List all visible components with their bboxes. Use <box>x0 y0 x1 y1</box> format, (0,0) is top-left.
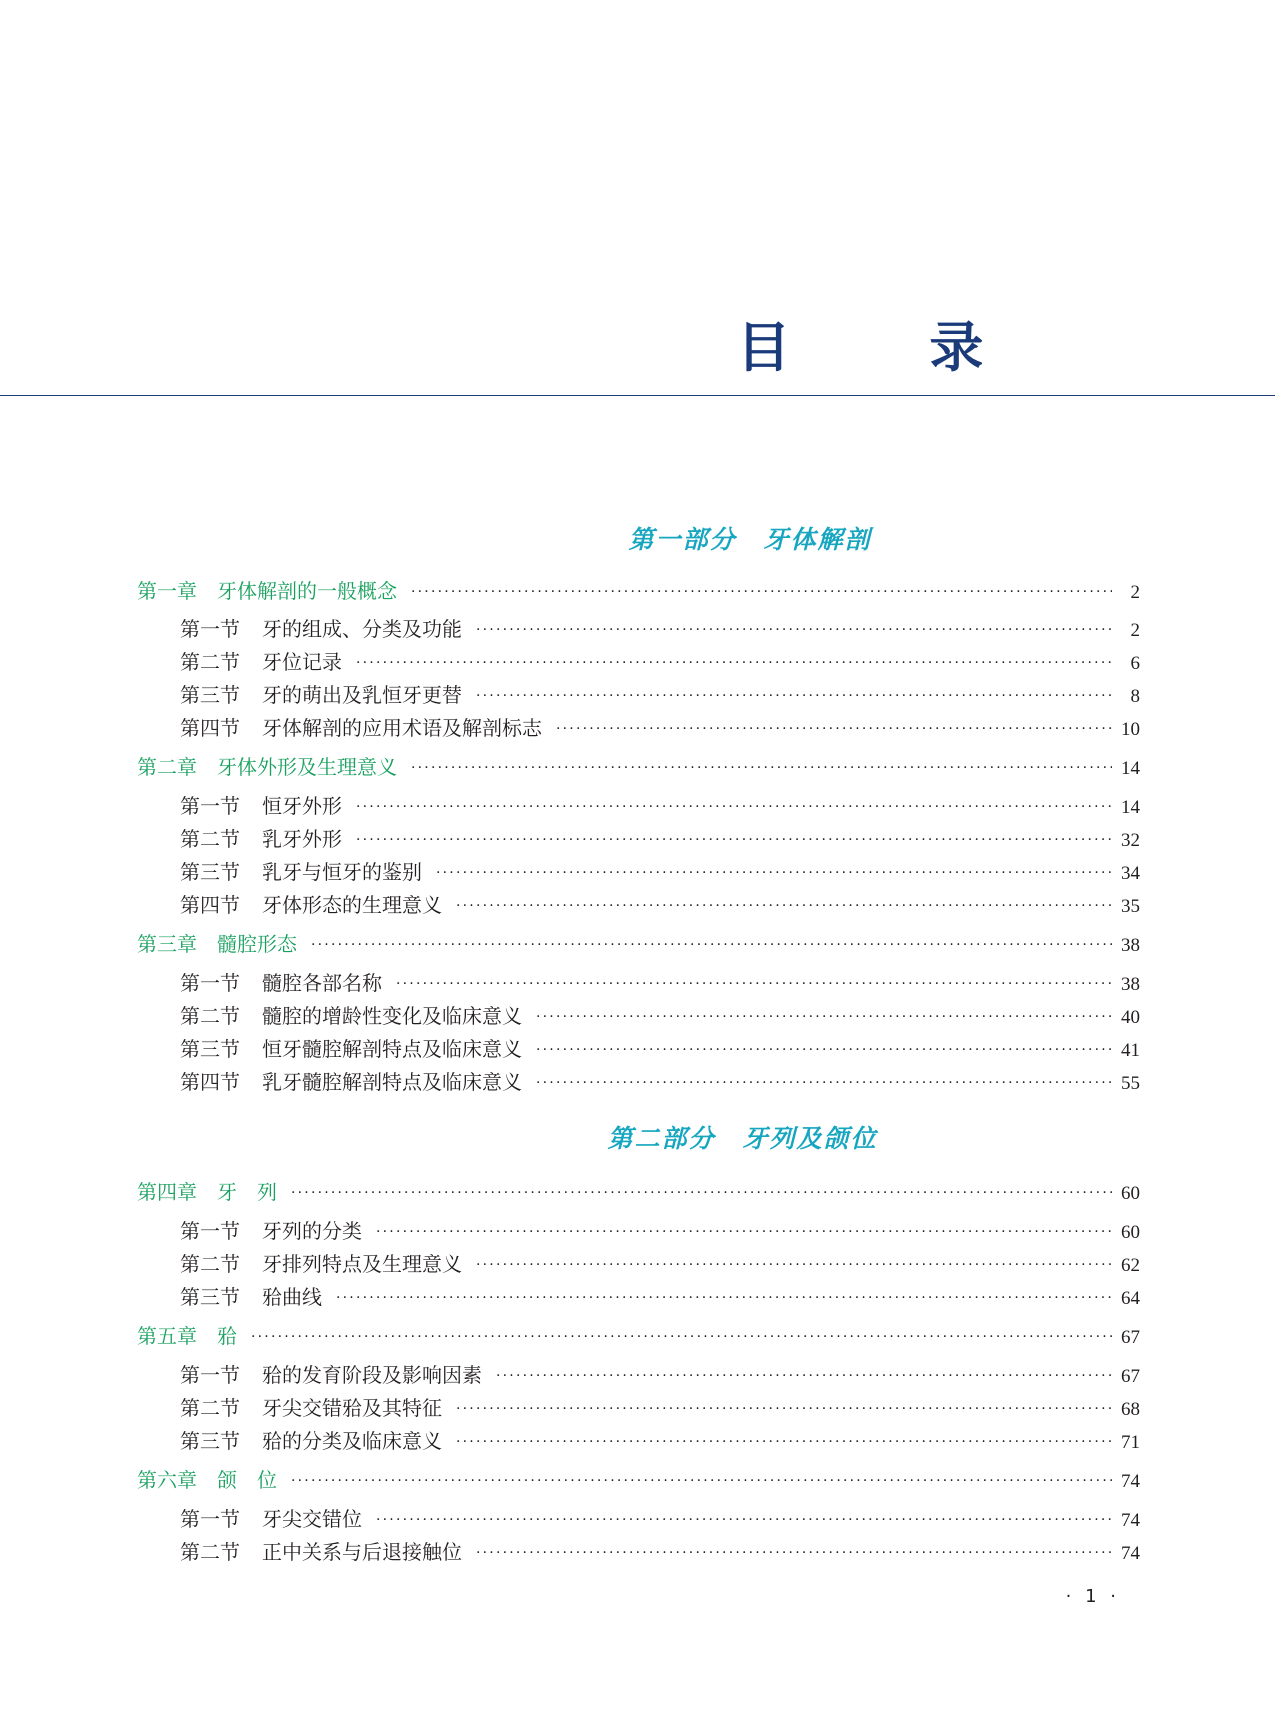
chapter-number: 第五章 <box>137 1324 197 1348</box>
chapter-number: 第三章 <box>137 932 197 956</box>
leader-dots <box>556 721 1112 737</box>
section-number: 第二节 <box>180 1252 240 1276</box>
page-number: 38 <box>1121 935 1140 956</box>
page-title: 目 录 <box>736 316 1044 379</box>
page-title-wrap <box>0 318 1275 378</box>
section-title: 牙尖交错位 <box>262 1507 362 1531</box>
section-number: 第二节 <box>180 1540 240 1564</box>
section-title: 乳牙与恒牙的鉴别 <box>262 860 422 884</box>
section-number: 第三节 <box>180 1429 240 1453</box>
section-title: 牙体解剖的应用术语及解剖标志 <box>262 716 542 740</box>
section-number: 第一节 <box>180 617 240 641</box>
toc-section[interactable] <box>180 1281 1140 1311</box>
leader-dots <box>536 1042 1112 1058</box>
toc-section[interactable] <box>180 1248 1140 1278</box>
page-number: 38 <box>1121 974 1140 995</box>
page-folio: · 1 · <box>1065 1586 1120 1607</box>
toc-chapter[interactable] <box>137 575 1140 605</box>
chapter-title: 颌 位 <box>217 1468 277 1492</box>
toc-section[interactable] <box>180 712 1140 742</box>
chapter-title: 牙体外形及生理意义 <box>217 755 397 779</box>
leader-dots <box>376 1512 1112 1528</box>
page-number: 60 <box>1121 1222 1140 1243</box>
section-number: 第二节 <box>180 1396 240 1420</box>
toc-section[interactable] <box>180 1066 1140 1096</box>
section-title: 牙体形态的生理意义 <box>262 893 442 917</box>
leader-dots <box>476 688 1112 704</box>
toc-section[interactable] <box>180 889 1140 919</box>
leader-dots <box>291 1185 1112 1201</box>
leader-dots <box>411 584 1112 600</box>
section-title: 牙的组成、分类及功能 <box>262 617 462 641</box>
toc-section[interactable] <box>180 1503 1140 1533</box>
section-title: 𬌗的发育阶段及影响因素 <box>262 1363 482 1387</box>
leader-dots <box>536 1009 1112 1025</box>
page-number: 34 <box>1121 863 1140 884</box>
page-number: 64 <box>1121 1288 1140 1309</box>
section-title: 牙的萌出及乳恒牙更替 <box>262 683 462 707</box>
toc-section[interactable] <box>180 1000 1140 1030</box>
toc-section[interactable] <box>180 1392 1140 1422</box>
page-number: 74 <box>1121 1510 1140 1531</box>
page-number: 67 <box>1121 1366 1140 1387</box>
leader-dots <box>356 655 1112 671</box>
page-number: 67 <box>1121 1327 1140 1348</box>
section-number: 第一节 <box>180 1219 240 1243</box>
leader-dots <box>496 1368 1112 1384</box>
page-number: 2 <box>1130 620 1140 641</box>
chapter-title: 髓腔形态 <box>217 932 297 956</box>
section-number: 第三节 <box>180 860 240 884</box>
toc-chapter[interactable] <box>137 1320 1140 1350</box>
section-number: 第四节 <box>180 716 240 740</box>
section-number: 第一节 <box>180 1363 240 1387</box>
leader-dots <box>356 832 1112 848</box>
leader-dots <box>396 976 1112 992</box>
section-title: 乳牙外形 <box>262 827 342 851</box>
toc-section[interactable] <box>180 679 1140 709</box>
toc-section[interactable] <box>180 646 1140 676</box>
leader-dots <box>336 1290 1112 1306</box>
section-title: 牙列的分类 <box>262 1219 362 1243</box>
toc-chapter[interactable] <box>137 751 1140 781</box>
section-number: 第二节 <box>180 827 240 851</box>
page-number: 2 <box>1130 582 1140 603</box>
toc-section[interactable] <box>180 823 1140 853</box>
leader-dots <box>356 799 1112 815</box>
page-number: 6 <box>1130 653 1140 674</box>
page-number: 41 <box>1121 1040 1140 1061</box>
page-number: 74 <box>1121 1471 1140 1492</box>
leader-dots <box>411 760 1112 776</box>
section-number: 第二节 <box>180 1004 240 1028</box>
leader-dots <box>476 1545 1112 1561</box>
section-title: 𬌗的分类及临床意义 <box>262 1429 442 1453</box>
section-title: 𬌗曲线 <box>262 1285 322 1309</box>
page-number: 71 <box>1121 1432 1140 1453</box>
section-number: 第一节 <box>180 971 240 995</box>
section-number: 第一节 <box>180 794 240 818</box>
toc-section[interactable] <box>180 790 1140 820</box>
leader-dots <box>476 1257 1112 1273</box>
chapter-number: 第二章 <box>137 755 197 779</box>
page-number: 32 <box>1121 830 1140 851</box>
toc-section[interactable] <box>180 856 1140 886</box>
leader-dots <box>311 937 1112 953</box>
leader-dots <box>436 865 1112 881</box>
toc-chapter[interactable] <box>137 1464 1140 1494</box>
leader-dots <box>376 1224 1112 1240</box>
page-number: 14 <box>1121 797 1140 818</box>
page-number: 8 <box>1130 686 1140 707</box>
toc-section[interactable] <box>180 967 1140 997</box>
section-number: 第三节 <box>180 1285 240 1309</box>
section-title: 牙排列特点及生理意义 <box>262 1252 462 1276</box>
section-title: 恒牙外形 <box>262 794 342 818</box>
section-title: 恒牙髓腔解剖特点及临床意义 <box>262 1037 522 1061</box>
page-number: 35 <box>1121 896 1140 917</box>
chapter-title: 𬌗 <box>217 1324 237 1348</box>
leader-dots <box>456 1434 1112 1450</box>
leader-dots <box>456 898 1112 914</box>
page-number: 14 <box>1121 758 1140 779</box>
page-number: 40 <box>1121 1007 1140 1028</box>
leader-dots <box>251 1329 1112 1345</box>
toc-chapter[interactable] <box>137 928 1140 958</box>
page-number: 62 <box>1121 1255 1140 1276</box>
section-number: 第一节 <box>180 1507 240 1531</box>
toc-section[interactable] <box>180 1536 1140 1566</box>
toc-section[interactable] <box>180 1359 1140 1389</box>
leader-dots <box>291 1473 1112 1489</box>
page-number: 10 <box>1121 719 1140 740</box>
chapter-number: 第一章 <box>137 579 197 603</box>
toc-section[interactable] <box>180 613 1140 643</box>
page-number: 74 <box>1121 1543 1140 1564</box>
chapter-number: 第六章 <box>137 1468 197 1492</box>
title-divider <box>0 395 1275 396</box>
chapter-title: 牙 列 <box>217 1180 277 1204</box>
section-title: 牙尖交错𬌗及其特征 <box>262 1396 442 1420</box>
toc-section[interactable] <box>180 1033 1140 1063</box>
leader-dots <box>536 1075 1112 1091</box>
section-number: 第二节 <box>180 650 240 674</box>
section-title: 牙位记录 <box>262 650 342 674</box>
toc-chapter[interactable] <box>137 1176 1140 1206</box>
part-heading: 第一部分 牙体解剖 <box>628 525 872 554</box>
page-number: 68 <box>1121 1399 1140 1420</box>
leader-dots <box>456 1401 1112 1417</box>
section-number: 第四节 <box>180 893 240 917</box>
toc-section[interactable] <box>180 1215 1140 1245</box>
section-title: 髓腔各部名称 <box>262 971 382 995</box>
section-number: 第三节 <box>180 1037 240 1061</box>
section-number: 第三节 <box>180 683 240 707</box>
section-title: 髓腔的增龄性变化及临床意义 <box>262 1004 522 1028</box>
section-title: 正中关系与后退接触位 <box>262 1540 462 1564</box>
page-number: 60 <box>1121 1183 1140 1204</box>
toc-section[interactable] <box>180 1425 1140 1455</box>
section-number: 第四节 <box>180 1070 240 1094</box>
page-number: 55 <box>1121 1073 1140 1094</box>
chapter-title: 牙体解剖的一般概念 <box>217 579 397 603</box>
leader-dots <box>476 622 1112 638</box>
section-title: 乳牙髓腔解剖特点及临床意义 <box>262 1070 522 1094</box>
chapter-number: 第四章 <box>137 1180 197 1204</box>
part-heading: 第二部分 牙列及颌位 <box>607 1124 878 1153</box>
